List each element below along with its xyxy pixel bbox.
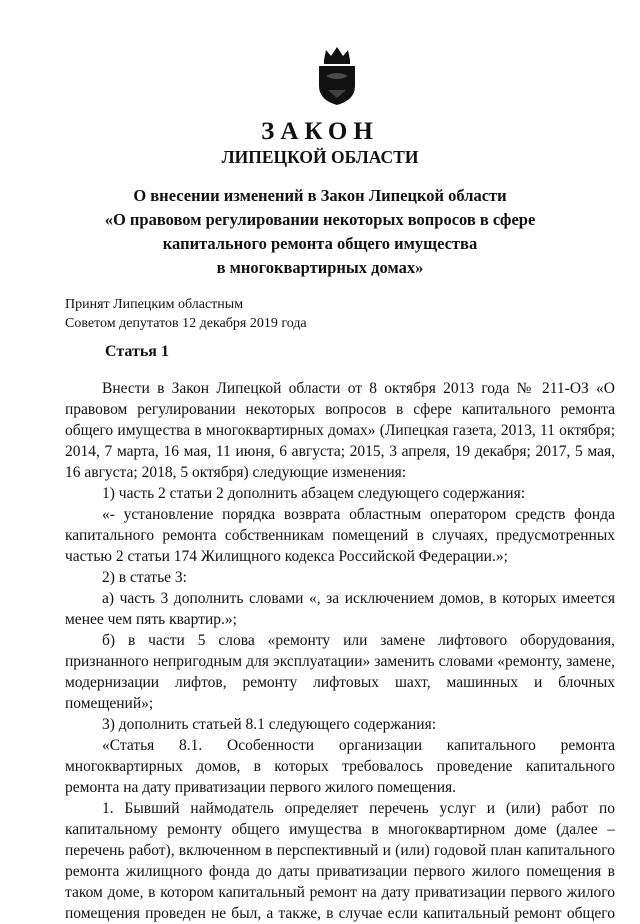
paragraph: Внести в Закон Липецкой области от 8 октября 2013 года № 211-ОЗ «О правовом регулировании некоторых вопросов в сфере капитального ремонта общего имущества в многоквартирных домах» (Липецкая газета, 2013, 11 октября; 2014, 7 марта, 16 мая, 11 июня, 6 августа; 2015, 3 апреля, 19 декабря; 2017, 5 мая, 16 августа; 2018, 5 октября) следующие изменения: (65, 380, 615, 481)
subject-line: О внесении изменений в Закон Липецкой области (133, 186, 507, 205)
adoption-note (65, 295, 307, 333)
region-title: ЛИПЕЦКОЙ ОБЛАСТИ (221, 147, 419, 167)
document-type-title: ЗАКОН (261, 118, 379, 145)
paragraph: «- установление порядка возврата областным оператором средств фонда капитального ремонта собственникам помещений в случаях, предусмотренных частью 2 статьи 174 Жилищного кодекса Российской Федерации.»; (65, 506, 615, 565)
paragraph: 1) часть 2 статьи 2 дополнить абзацем следующего содержания: (102, 485, 526, 502)
paragraph: 3) дополнить статьей 8.1 следующего содержания: (102, 716, 436, 733)
law-subject-title (0, 184, 640, 280)
paragraph: а) часть 3 дополнить словами «, за исключением домов, в которых имеется менее чем пять квартир.»; (65, 590, 615, 628)
paragraph: 1. Бывший наймодатель определяет перечень услуг и (или) работ по капитальному ремонту общего имущества в многоквартирном доме (далее – перечень работ), включенном в перспективный и (или) годовой план капитального ремонта жилищного фонда до даты приватизации первого жилого помещения в таком доме, в котором капитальный ремонт на дату приватизации первого жилого помещения проведен не был, а также, в случае если капитальный ремонт общего (65, 800, 615, 922)
article-body (65, 378, 615, 924)
adoption-line: Советом депутатов 12 декабря 2019 года (65, 316, 307, 331)
subject-line: «О правовом регулировании некоторых вопросов в сфере (104, 210, 536, 229)
subject-line: капитального ремонта общего имущества (162, 234, 478, 253)
adoption-line: Принят Липецким областным (65, 297, 244, 312)
paragraph: «Статья 8.1. Особенности организации капитального ремонта многоквартирных домов, в которых требовалось проведение капитального ремонта на дату приватизации первого жилого помещения. (65, 737, 615, 796)
article-heading: Статья 1 (105, 343, 169, 360)
subject-line: в многоквартирных домах» (216, 258, 424, 277)
paragraph: 2) в статье 3: (102, 569, 187, 586)
paragraph: б) в части 5 слова «ремонту или замене лифтового оборудования, признанного непригодным для эксплуатации» заменить словами «ремонту, замене, модернизации лифтов, ремонту лифтовых шахт, машинных и блочных помещений»; (65, 632, 615, 712)
coat-of-arms-icon (316, 46, 358, 106)
